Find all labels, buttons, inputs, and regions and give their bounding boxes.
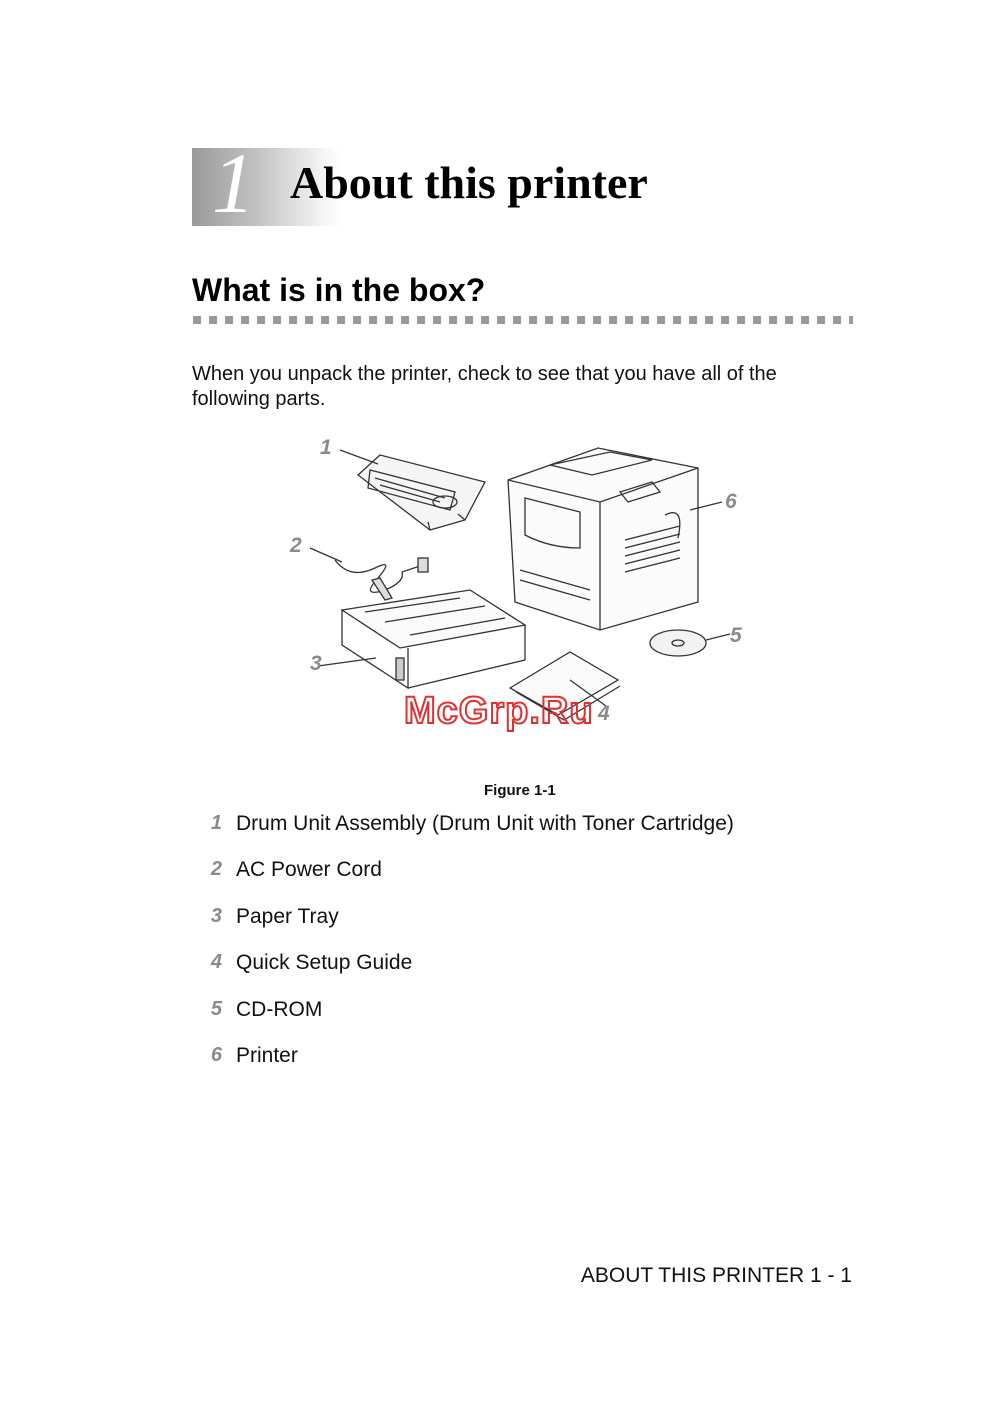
callout-label-2: 2 xyxy=(290,534,302,557)
part-number: 6 xyxy=(210,1043,222,1066)
part-label: AC Power Cord xyxy=(236,858,382,882)
part-number: 4 xyxy=(210,951,222,974)
chapter-number: 1 xyxy=(212,135,255,231)
list-item xyxy=(200,905,734,951)
cd-rom-illustration xyxy=(650,630,706,656)
part-label: Quick Setup Guide xyxy=(236,951,413,975)
part-label: Printer xyxy=(236,1043,298,1067)
intro-paragraph: When you unpack the printer, check to see that you have all of the following parts. xyxy=(192,363,777,410)
part-number: 5 xyxy=(210,997,222,1020)
callout-label-3: 3 xyxy=(310,652,322,675)
part-label: Paper Tray xyxy=(236,904,339,928)
list-item xyxy=(200,1044,734,1090)
parts-list xyxy=(200,812,734,1090)
watermark-text: McGrp.Ru xyxy=(404,690,594,732)
part-label: Drum Unit Assembly (Drum Unit with Toner Cartridge) xyxy=(236,812,734,835)
callout-leader-2 xyxy=(310,548,342,562)
list-item xyxy=(200,951,734,997)
power-cord-illustration xyxy=(335,558,428,600)
printer-illustration xyxy=(508,448,698,630)
callout-leader-1 xyxy=(340,450,378,464)
list-item xyxy=(200,858,734,904)
callout-label-6: 6 xyxy=(725,490,737,513)
paper-tray-illustration xyxy=(342,590,525,688)
callout-leader-5 xyxy=(706,634,730,640)
figure-caption: Figure 1-1 xyxy=(484,782,556,799)
list-item xyxy=(200,812,734,858)
part-number: 3 xyxy=(210,904,222,927)
part-number: 2 xyxy=(210,858,222,881)
chapter-title: About this printer xyxy=(290,157,648,208)
section-divider xyxy=(193,316,853,324)
list-item xyxy=(200,998,734,1044)
page-footer: ABOUT THIS PRINTER 1 - 1 xyxy=(580,1264,852,1287)
drum-unit-illustration xyxy=(358,455,485,530)
callout-label-4: 4 xyxy=(598,702,610,725)
part-number: 1 xyxy=(210,812,222,834)
callout-label-1: 1 xyxy=(320,436,332,459)
part-label: CD-ROM xyxy=(236,997,323,1021)
section-title: What is in the box? xyxy=(192,272,486,308)
callout-label-5: 5 xyxy=(730,624,742,647)
